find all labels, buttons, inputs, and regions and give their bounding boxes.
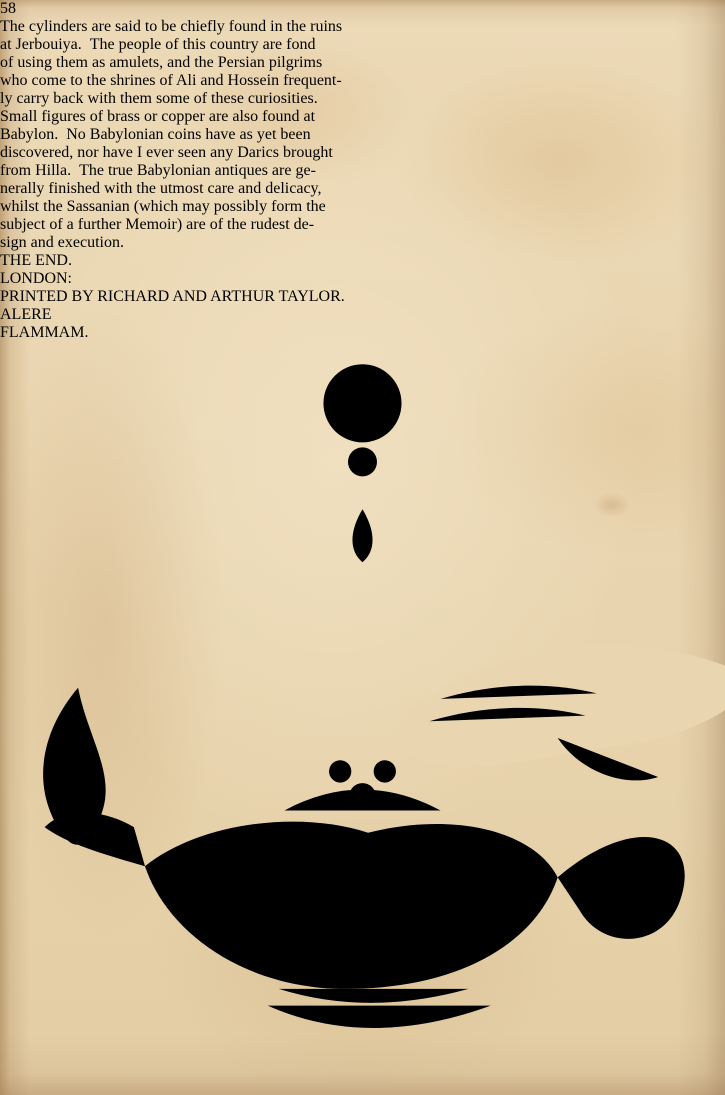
device-motto-left: ALERE xyxy=(0,306,52,323)
body-text-line: nerally finished with the utmost care and delicacy, xyxy=(0,180,322,197)
body-text-line: of using them as amulets, and the Persian pilgrims xyxy=(0,54,323,71)
oil-lamp-printers-device-icon xyxy=(0,342,725,1039)
body-text-line: subject of a further Memoir) are of the rudest de- xyxy=(0,216,315,233)
body-text-line: ly carry back with them some of these curiosities. xyxy=(0,90,318,107)
device-motto-right: FLAMMAM. xyxy=(0,324,89,341)
body-text-line: Small figures of brass or copper are also found at xyxy=(0,108,316,125)
body-text-line: who come to the shrines of Ali and Hossein frequent- xyxy=(0,72,342,89)
imprint-printer-line: PRINTED BY RICHARD AND ARTHUR TAYLOR. xyxy=(0,288,345,305)
body-text-line: The cylinders are said to be chiefly found in the ruins xyxy=(0,18,343,35)
body-text-line: Babylon. No Babylonian coins have as yet been xyxy=(0,126,311,143)
body-text-line: whilst the Sassanian (which may possibly form the xyxy=(0,198,326,215)
body-text-line: sign and execution. xyxy=(0,234,124,251)
imprint-city: LONDON: xyxy=(0,270,72,287)
body-text xyxy=(0,18,725,252)
the-end-label: THE END. xyxy=(0,252,72,269)
body-text-line: discovered, nor have I ever seen any Darics brought xyxy=(0,144,333,161)
page-number: 58 xyxy=(0,0,16,17)
body-text-line: at Jerbouiya. The people of this country are fond xyxy=(0,36,316,53)
body-text-line: from Hilla. The true Babylonian antiques are ge- xyxy=(0,162,316,179)
